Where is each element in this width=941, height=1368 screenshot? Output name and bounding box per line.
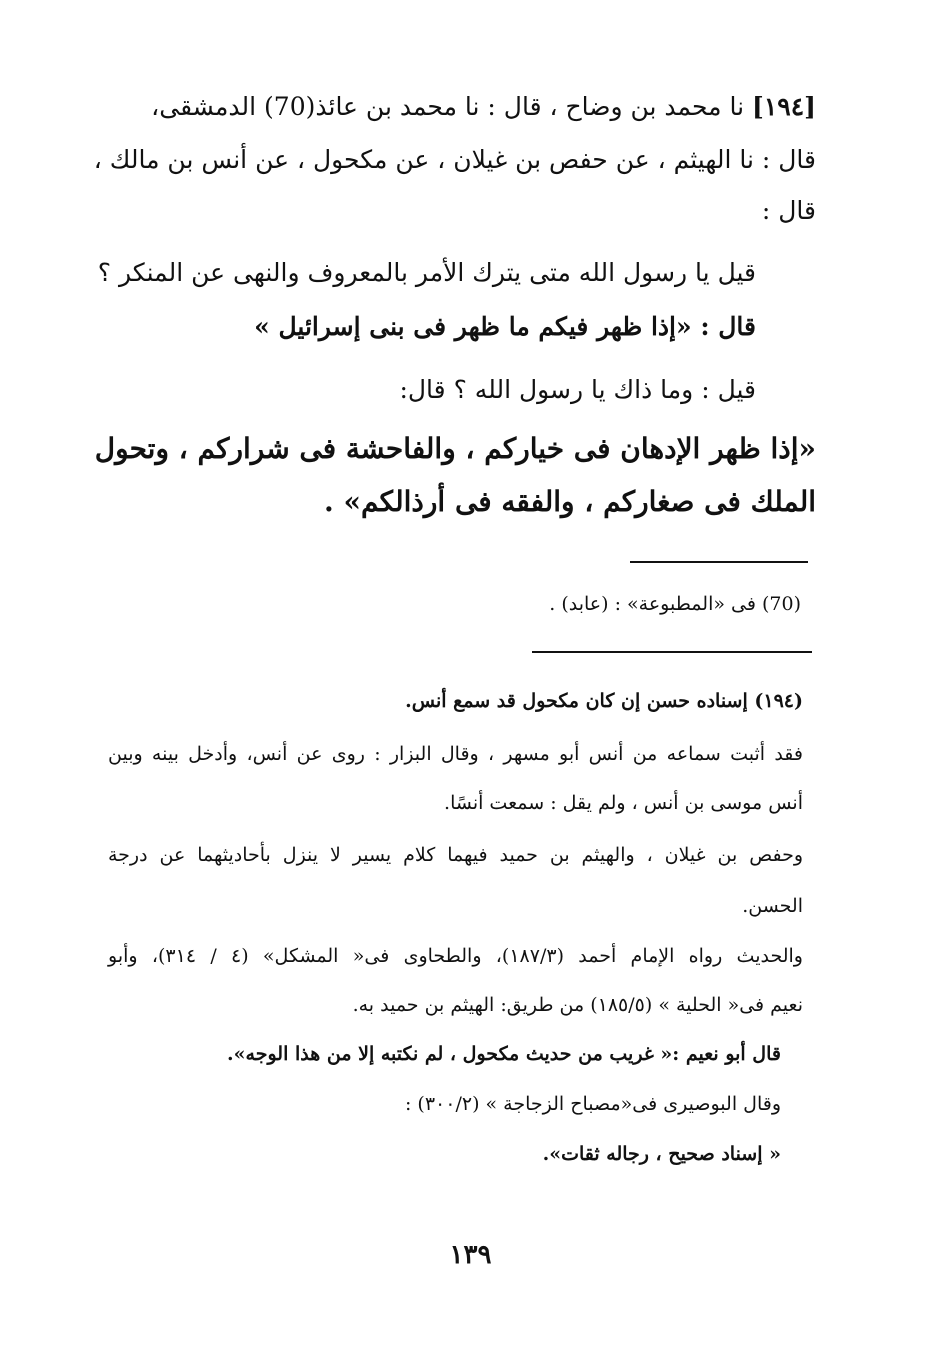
commentary-p4: قال أبو نعيم :« غريب من حديث مكحول ، لم نكتبه إلا من هذا الوجه». bbox=[227, 1043, 781, 1065]
commentary-p1-line-2: أنس موسى بن أنس ، ولم يقل : سمعت أنسًا. bbox=[444, 792, 803, 814]
commentary-p1-line-1: فقد أثبت سماعه من أنس أبو مسهر ، وقال البزار : روى عن أنس، وأدخل بينه وبين bbox=[108, 743, 803, 765]
hadith-isnad-line-1: نا محمد بن وضاح ، قال : نا محمد بن عائذ(70) الدمشقى، bbox=[151, 92, 745, 121]
hadith-answer-2-line-2: الملك فى صغاركم ، والفقه فى أرذالكم» . bbox=[324, 485, 816, 518]
hadith-isnad-line-3: قال : bbox=[761, 196, 816, 225]
footnote-separator bbox=[630, 561, 808, 563]
hadith-answer-1: قال : «إذا ظهر فيكم ما ظهر فى بنى إسرائيل » bbox=[254, 312, 756, 341]
commentary-p2-line-1: وحفص بن غيلان ، والهيثم بن حميد فيهما كلام يسير لا ينزل بأحاديثهما عن درجة bbox=[108, 844, 803, 866]
footnote-70: (70) فى «المطبوعة» : (عابد) . bbox=[549, 593, 801, 615]
page-number: ١٣٩ bbox=[449, 1240, 492, 1270]
commentary-p6: « إسناد صحيح ، رجاله ثقات». bbox=[542, 1143, 781, 1165]
commentary-heading: (١٩٤) إسناده حسن إن كان مكحول قد سمع أنس. bbox=[405, 690, 803, 712]
hadith-answer-2-line-1: «إذا ظهر الإدهان فى خياركم ، والفاحشة فى شراركم ، وتحول bbox=[94, 432, 816, 465]
commentary-p3-line-1: والحديث رواه الإمام أحمد (١٨٧/٣)، والطحاوى فى« المشكل» (٤ / ٣١٤)، وأبو bbox=[108, 945, 803, 967]
commentary-p5: وقال البوصيرى فى«مصباح الزجاجة » (٣٠٠/٢) : bbox=[404, 1093, 781, 1115]
commentary-p2-line-2: الحسن. bbox=[742, 895, 803, 917]
hadith-line-1 bbox=[151, 92, 816, 121]
commentary-separator bbox=[532, 651, 812, 653]
hadith-question-1: قيل يا رسول الله متى يترك الأمر بالمعروف والنهى عن المنكر ؟ bbox=[97, 258, 756, 287]
hadith-isnad-line-2: قال : نا الهيثم ، عن حفص بن غيلان ، عن مكحول ، عن أنس بن مالك ، bbox=[93, 145, 816, 174]
hadith-number: [١٩٤] bbox=[752, 92, 816, 121]
hadith-question-2: قيل : وما ذاك يا رسول الله ؟ قال: bbox=[399, 375, 756, 404]
commentary-p3-line-2: نعيم فى« الحلية » (١٨٥/٥) من طريق: الهيثم بن حميد به. bbox=[352, 994, 803, 1016]
